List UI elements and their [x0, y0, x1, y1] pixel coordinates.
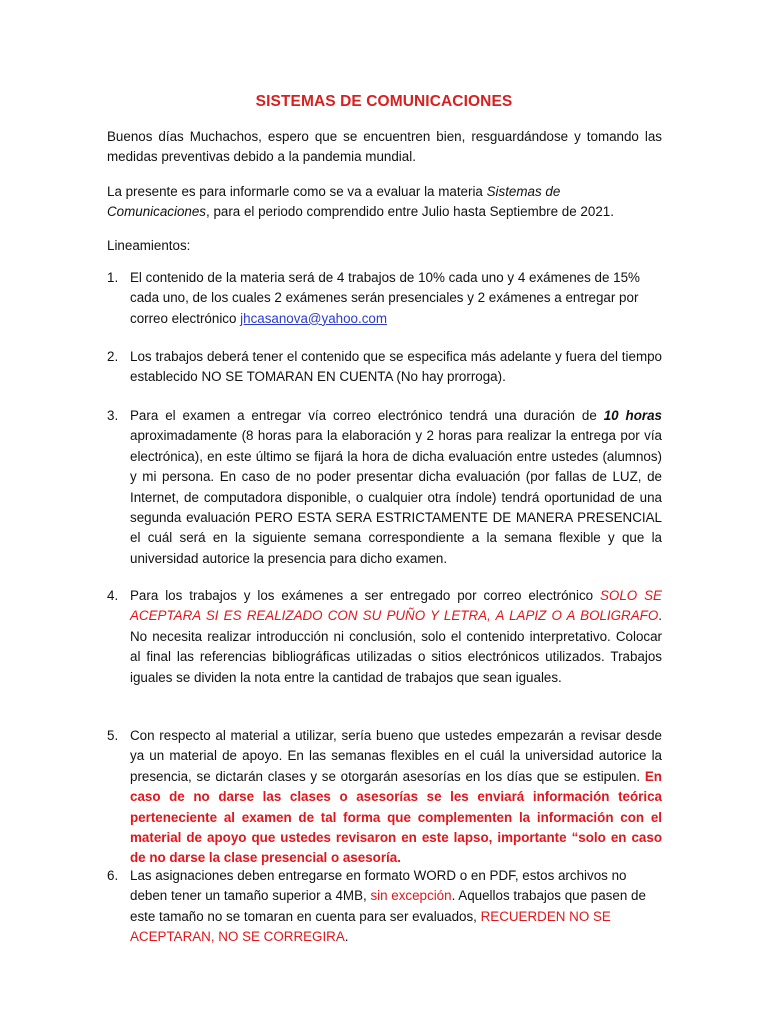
list-item-text-continued: . No necesita realizar introducción ni conclusión, solo el contenido interpretativo. Colocar al final las referencias bibliográficas utilizadas o sitios electrónicos utilizados. Trabajos iguales se dividen la nota entre la cantidad de trabajos que sean iguales. [130, 608, 662, 685]
greeting-text: Buenos días Muchachos, espero que se encuentren bien, resguardándose y tomando las medidas preventivas debido a la pandemia mundial. [107, 129, 662, 165]
list-item-text: Los trabajos deberá tener el contenido que se especifica más adelante y fuera del tiempo establecido NO SE TOMARAN EN CUENTA (No hay prorroga). [130, 349, 662, 385]
list-item-1 [107, 268, 662, 329]
purpose-paragraph [107, 182, 662, 223]
list-item-5 [107, 726, 662, 869]
list-item-text-end: . [397, 850, 401, 866]
list-item-number: 3. [107, 408, 119, 423]
list-item-2 [107, 347, 662, 388]
list-item-text-continued: aproximadamente (8 horas para la elaboración y 2 horas para realizar la entrega por vía electrónica), en este último se fijará la hora de dicha evaluación entre ustedes (alumnos) y mi persona. En caso de no poder presentar dicha evaluación (por fallas de LUZ, de Internet, de computadora disponible, o cualquier otra índole) tendrá oportunidad de una segunda evaluación PERO ESTA SERA ESTRICTAMENTE DE MANERA PRESENCIAL el cuál será en la siguiente semana correspondiente a la semana flexible y que la universidad autorice la presencia para dicho examen. [130, 428, 662, 566]
list-item-number: 4. [107, 588, 119, 603]
list-item-4 [107, 586, 662, 688]
class-notice-highlight: En caso de no darse las clases o asesorías se les enviará información teórica perteneciente al examen de tal forma que complementen la información con el material de apoyo que ustedes revisaron en este lapso, importante “solo en caso de no darse la clase presencial o asesoría [130, 768, 662, 866]
document-title: SISTEMAS DE COMUNICACIONES [255, 93, 513, 110]
purpose-text-post: , para el periodo comprendido entre Julio hasta Septiembre de 2021. [206, 204, 614, 220]
lineamientos-heading: Lineamientos: [107, 238, 191, 253]
exam-duration: 10 horas [603, 408, 662, 423]
no-exception-highlight: sin excepción [370, 888, 452, 904]
greeting-paragraph [107, 127, 662, 168]
list-item-number: 6. [107, 868, 119, 883]
list-item-number: 2. [107, 349, 119, 364]
email-link[interactable]: jhcasanova@yahoo.com [240, 310, 387, 326]
list-item-text-end: . [344, 929, 349, 945]
purpose-text-pre: La presente es para informarle como se va a evaluar la materia [107, 184, 487, 199]
list-item-6 [107, 866, 662, 948]
list-item-text-continued: . Aquellos trabajos que pasen de este tamaño no se tomaran en cuenta para ser evaluados, [130, 888, 646, 924]
list-item-number: 5. [107, 728, 119, 743]
handwritten-requirement-highlight: SOLO SE ACEPTARA SI ES REALIZADO CON SU PUÑO Y LETRA, A LAPIZ O A BOLIGRAFO [130, 588, 662, 624]
list-item-text: El contenido de la materia será de 4 trabajos de 10% cada uno y 4 exámenes de 15% cada uno, de los cuales 2 exámenes serán presenciales y 2 exámenes a entregar por correo electrónico [130, 270, 640, 326]
list-item-text: Con respecto al material a utilizar, sería bueno que ustedes empezarán a revisar desde ya un material de apoyo. En las semanas flexibles en el cuál la universidad autorice la presencia, se dictarán clases y se otorgarán asesorías en los días que se estipulen. [130, 728, 662, 784]
list-item-number: 1. [107, 270, 119, 285]
subject-name: Sistemas de Comunicaciones [107, 184, 561, 220]
list-item-3 [107, 406, 662, 569]
list-item-text: Las asignaciones deben entregarse en formato WORD o en PDF, estos archivos no deben tener un tamaño superior a 4MB, [130, 868, 627, 904]
list-item-text: Para los trabajos y los exámenes a ser entregado por correo electrónico [130, 588, 600, 603]
not-accepted-warning: RECUERDEN NO SE ACEPTARAN, NO SE CORREGIRA [130, 908, 611, 945]
list-item-text: Para el examen a entregar vía correo electrónico tendrá una duración de [130, 408, 604, 423]
